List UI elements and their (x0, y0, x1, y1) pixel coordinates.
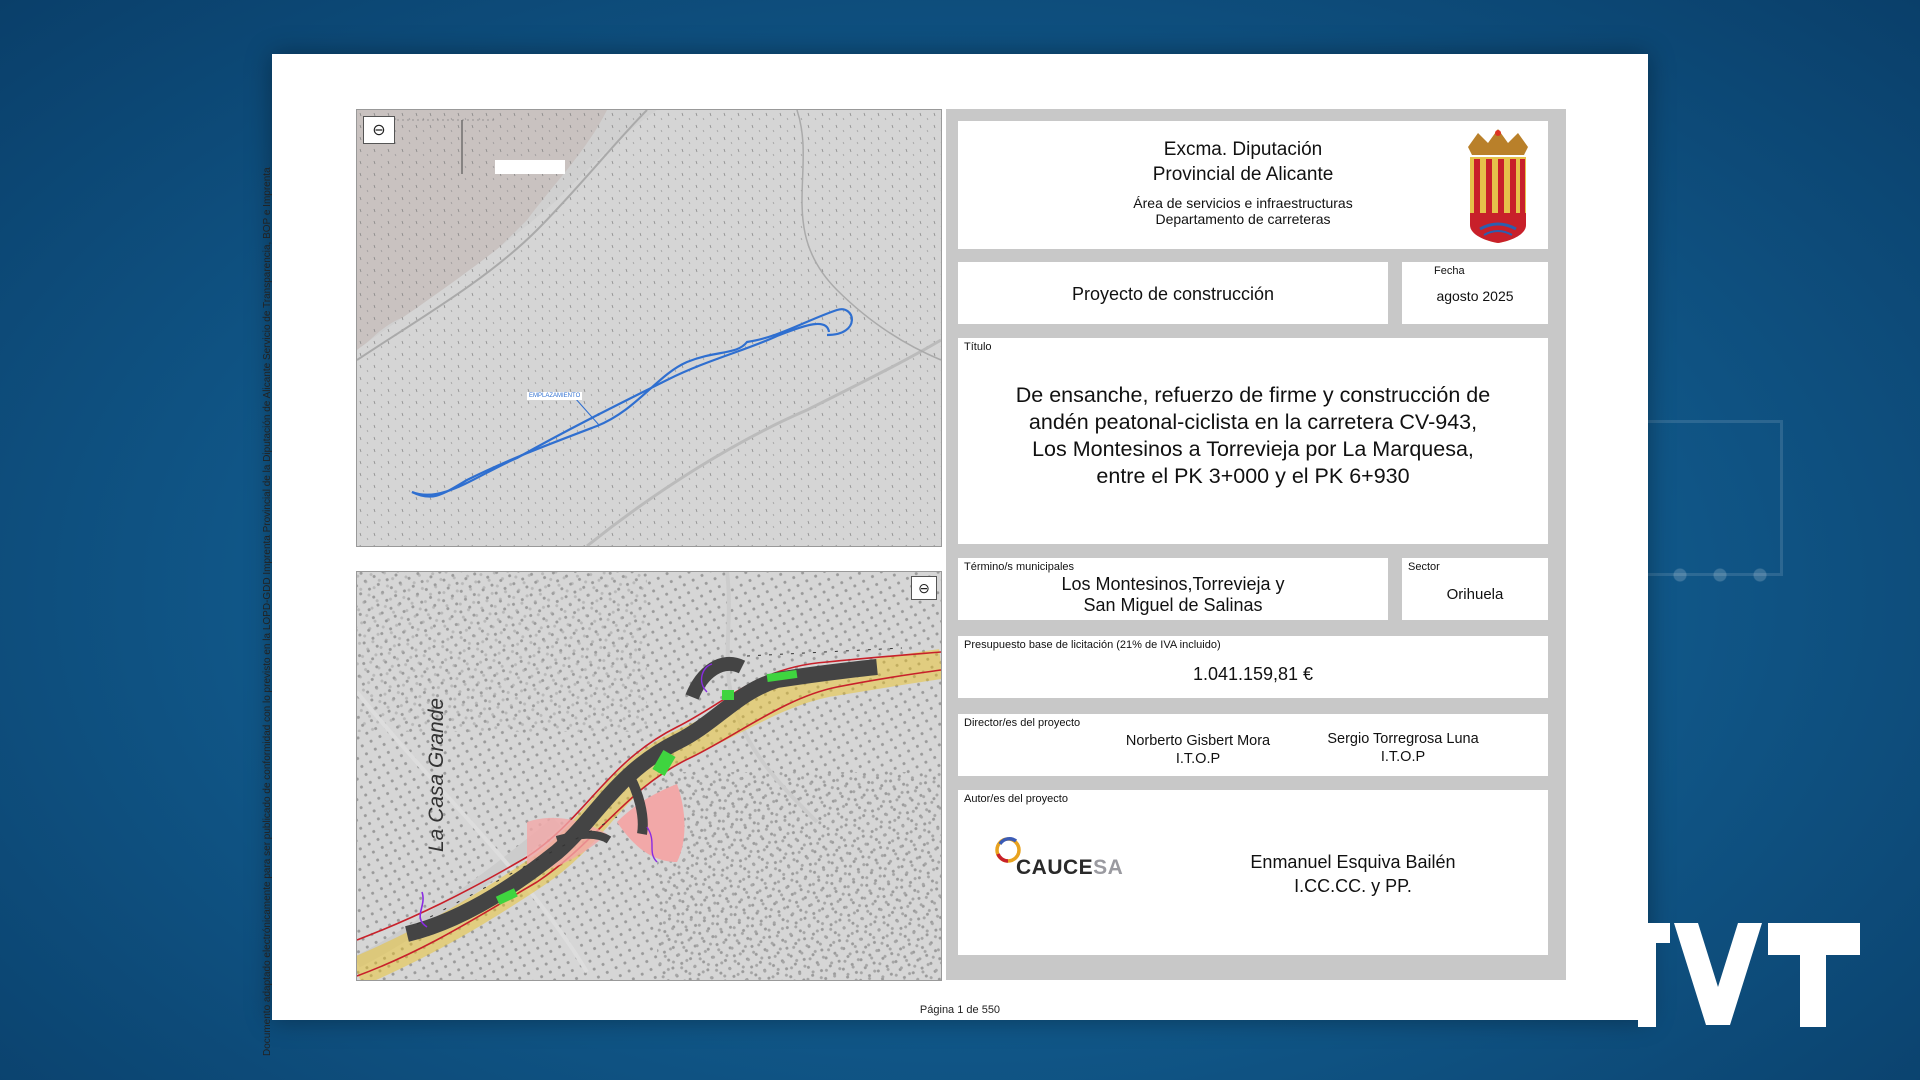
broadcaster-logo (1630, 915, 1860, 1030)
document-page: Documento adaptado electrónicamente para ser publicado de conformidad con lo previsto en la LOPD-GDD Imprenta Provincial de la Diputación de Alicante Servicio de Transparencia, BOP e Imprenta ⊖ EMPLAZAMIENTO ⊖ La Casa Grande Excma. Diputación Provincial de Alicante Área de servicios e infraestructuras Departamento de carreteras Proyecto de construcción Fecha agosto 2025 Título De ensanche, refuerzo de firme y construcción de andén peatonal-ciclista en la carretera CV-943, Los Montesinos a Torrevieja por La Marquesa, entre el PK 3+000 y el PK 6+930 Término/s municipales Los Montesinos,Torrevieja y San Miguel de Salinas Sector Orihuela Presupuesto base de licitación (21% de IVA incluido) 1.041.159,81 € Director/es del proyecto Norberto Gisbert Mora I.T.O.P Sergio Torregrosa Luna I.T.O.P Autor/es del proyecto CAUCESA Enmanuel Esquiva Bailén I.CC.CC. y PP. Página 1 de 550 (272, 54, 1648, 1020)
location-label: EMPLAZAMIENTO (529, 393, 581, 399)
north-arrow-icon: ⊖ (911, 576, 937, 600)
director-title: I.T.O.P (1380, 749, 1426, 765)
company-logo (994, 836, 1154, 886)
author-name: Enmanuel Esquiva Bailén (1250, 852, 1456, 872)
municipalities-label: Término/s municipales (964, 561, 1075, 573)
project-title: De ensanche, refuerzo de firme y construcción de andén peatonal-ciclista en la carretera CV-943, Los Montesinos a Torrevieja por La Marquesa, entre el PK 3+000 y el PK 6+930 (1015, 383, 1491, 488)
budget-label: Presupuesto base de licitación (21% de IVA incluido) (964, 639, 1221, 651)
author (1228, 850, 1478, 898)
budget-box (958, 636, 1548, 698)
authors-box (958, 790, 1548, 955)
title-block (946, 109, 1566, 980)
north-arrow-icon: ⊖ (363, 116, 395, 144)
company-logo-text: CAUCE (1016, 856, 1094, 879)
directors-label: Director/es del proyecto (964, 717, 1081, 729)
director-1 (1098, 732, 1298, 768)
budget-value: 1.041.159,81 € (1192, 664, 1314, 684)
map-legend-box (495, 160, 565, 174)
director-name: Sergio Torregrosa Luna (1327, 731, 1479, 747)
municipalities-value: Los Montesinos,Torrevieja y San Miguel de Salinas (1061, 574, 1285, 615)
project-type: Proyecto de construcción (1071, 284, 1275, 304)
municipalities-box (958, 558, 1388, 620)
date-box (1402, 262, 1548, 324)
organization-line1: Excma. Diputación (1163, 139, 1323, 160)
area-text: Área de servicios e infraestructuras (1133, 195, 1353, 211)
author-title: I.CC.CC. y PP. (1294, 876, 1412, 896)
company-logo-suffix: SA (1093, 856, 1124, 879)
location-map (356, 109, 942, 547)
authors-label: Autor/es del proyecto (964, 793, 1068, 805)
plan-map (356, 571, 942, 981)
sector-value: Orihuela (1446, 586, 1504, 603)
title-box (958, 338, 1548, 544)
department-text: Departamento de carreteras (1155, 211, 1331, 227)
project-type-box (958, 262, 1388, 324)
place-name-label: La Casa Grande (425, 697, 448, 852)
coat-of-arms-icon (1458, 127, 1538, 245)
organization-header (958, 121, 1548, 249)
organization-line2: Provincial de Alicante (1152, 164, 1334, 185)
director-name: Norberto Gisbert Mora (1125, 733, 1271, 749)
sector-label: Sector (1408, 561, 1440, 573)
page-number: Página 1 de 550 (919, 1004, 1001, 1016)
title-label: Título (964, 341, 992, 353)
directors-box (958, 714, 1548, 776)
date-label: Fecha (1434, 265, 1465, 277)
sector-box (1402, 558, 1548, 620)
location-map-drawing (357, 110, 941, 546)
director-2 (1303, 730, 1503, 766)
date-value: agosto 2025 (1436, 288, 1514, 304)
director-title: I.T.O.P (1175, 751, 1221, 767)
background-shape (1640, 420, 1783, 576)
